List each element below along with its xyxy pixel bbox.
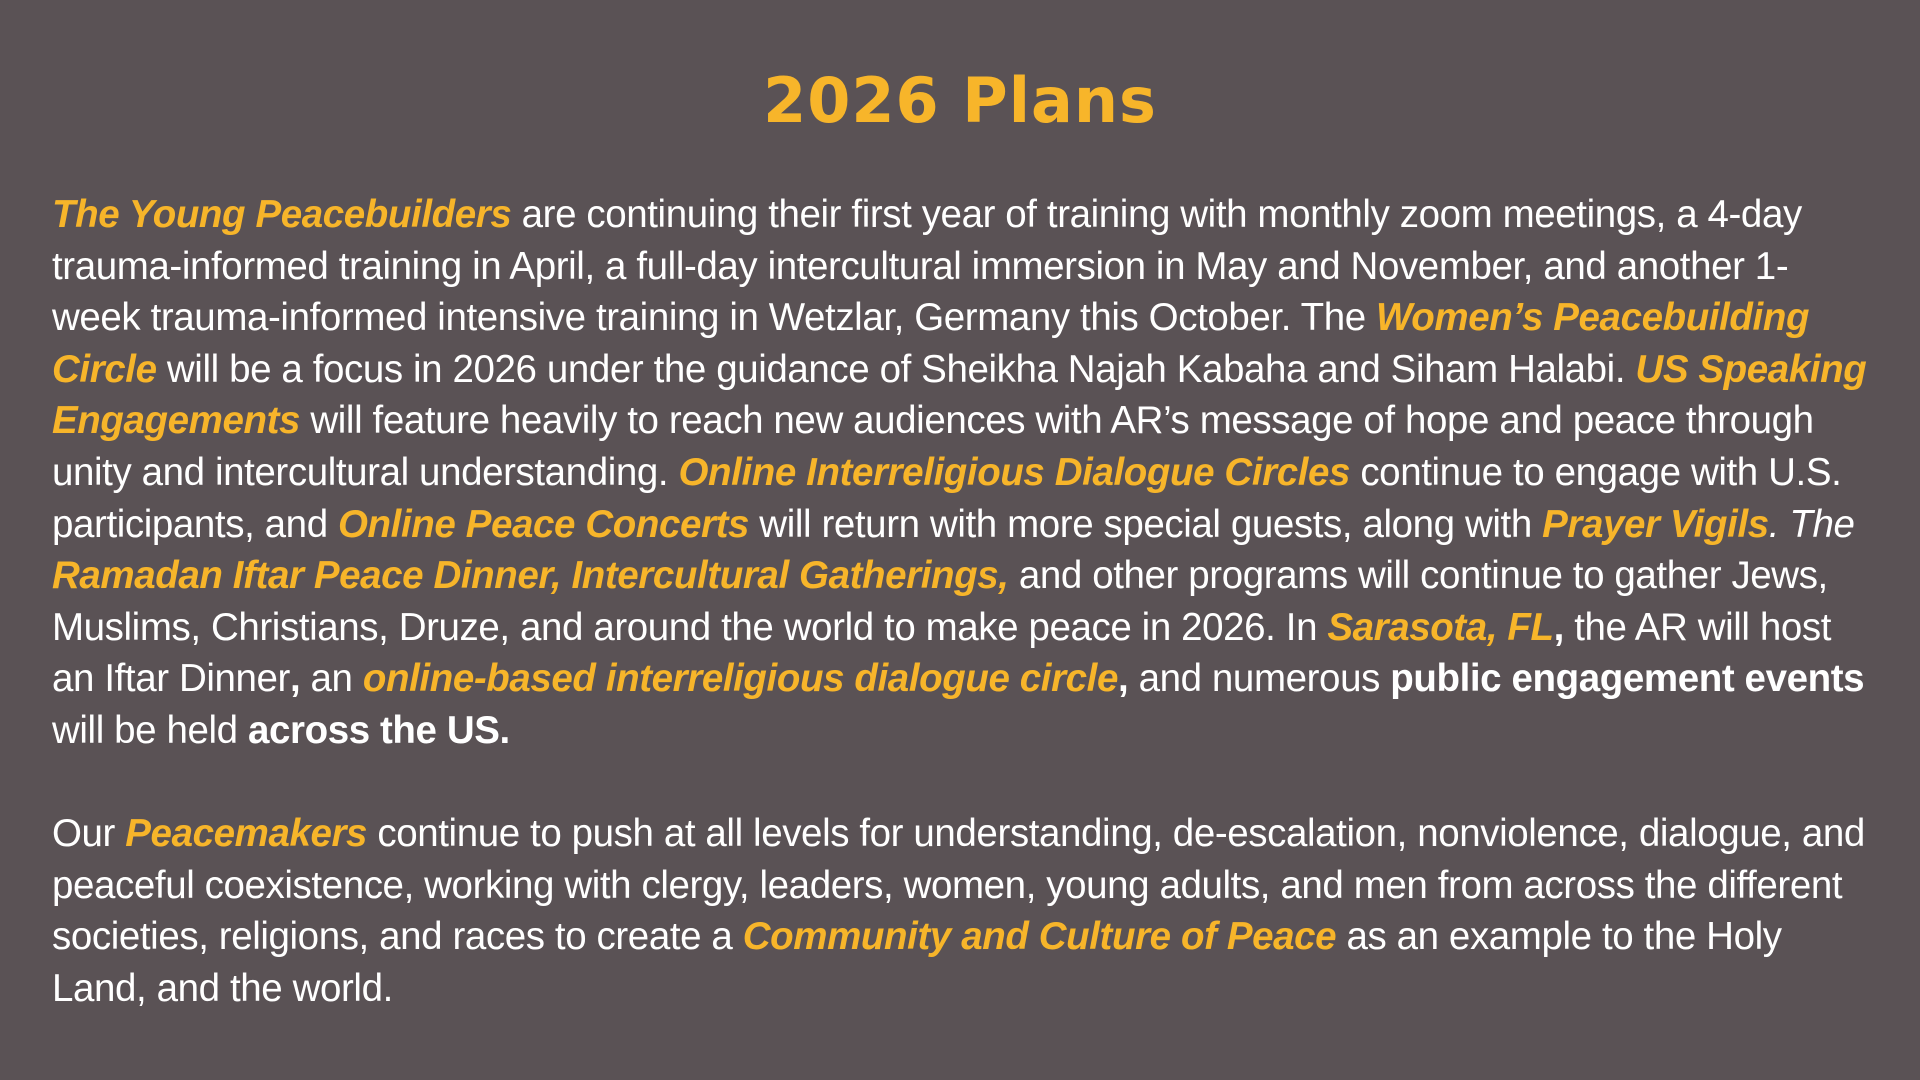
highlight-speaking-engagements: US Speaking Engagements <box>52 347 1867 443</box>
highlight-peacemakers: Peacemakers <box>125 812 368 856</box>
body-text: will return with more special guests, along with <box>749 502 1543 546</box>
page-title: 2026 Plans <box>763 64 1157 137</box>
bold-comma: , <box>1118 657 1129 701</box>
body-text: will be held <box>52 708 248 752</box>
highlight-dialogue-circles: Online Interreligious Dialogue Circles <box>678 450 1351 494</box>
body-text: are continuing their first year of training with monthly zoom meetings, a 4-day trauma-informed training in April, a full-day intercultural immersion in May and November, and another 1-week trauma-informed intensive training in Wetzlar, Germany this October. The <box>52 193 1802 340</box>
body-text: continue to push at all levels for understanding, de-escalation, nonviolence, dialogue, and peaceful coexistence, working with clergy, leaders, women, young adults, and men from across the different societies, religions, and races to create a <box>52 812 1865 959</box>
body-text: the AR will host an Iftar Dinner <box>52 605 1832 701</box>
body-text: an <box>300 657 363 701</box>
highlight-young-peacebuilders: The Young Peacebuilders <box>52 193 512 236</box>
bold-across-us: across the US. <box>247 708 510 752</box>
bold-comma: , <box>289 657 301 701</box>
bold-public-engagement: public engagement events <box>1390 657 1865 701</box>
peacemakers-paragraph <box>52 808 1868 1014</box>
bold-comma: , <box>1553 605 1564 649</box>
highlight-peace-concerts: Online Peace Concerts <box>338 502 749 546</box>
body-text: and numerous <box>1128 657 1391 701</box>
plans-paragraph <box>52 189 1868 757</box>
body-text: continue to engage with U.S. participants, and <box>52 450 1842 546</box>
body-text: Our <box>52 812 126 856</box>
body-text: will feature heavily to reach new audiences with AR’s message of hope and peace through unity and intercultural understanding. <box>52 399 1814 494</box>
body-text-italic: . The <box>1768 502 1855 546</box>
highlight-online-dialogue-circle: online-based interreligious dialogue circle <box>362 657 1118 701</box>
body-text: will be a focus in 2026 under the guidance of Sheikha Najah Kabaha and Siham Halabi. <box>156 347 1636 391</box>
highlight-womens-circle: Women’s Peacebuilding Circle <box>52 296 1810 391</box>
highlight-sarasota: Sarasota, FL <box>1327 605 1554 649</box>
highlight-community-culture: Community and Culture of Peace <box>742 915 1337 959</box>
highlight-prayer-vigils: Prayer Vigils <box>1542 502 1769 546</box>
body-text: as an example to the Holy Land, and the world. <box>52 915 1782 1010</box>
highlight-iftar-dinner: Ramadan Iftar Peace Dinner, Intercultural Gatherings, <box>52 554 1009 598</box>
body-text: and other programs will continue to gather Jews, Muslims, Christians, Druze, and around the world to make peace in 2026. In <box>52 554 1828 649</box>
